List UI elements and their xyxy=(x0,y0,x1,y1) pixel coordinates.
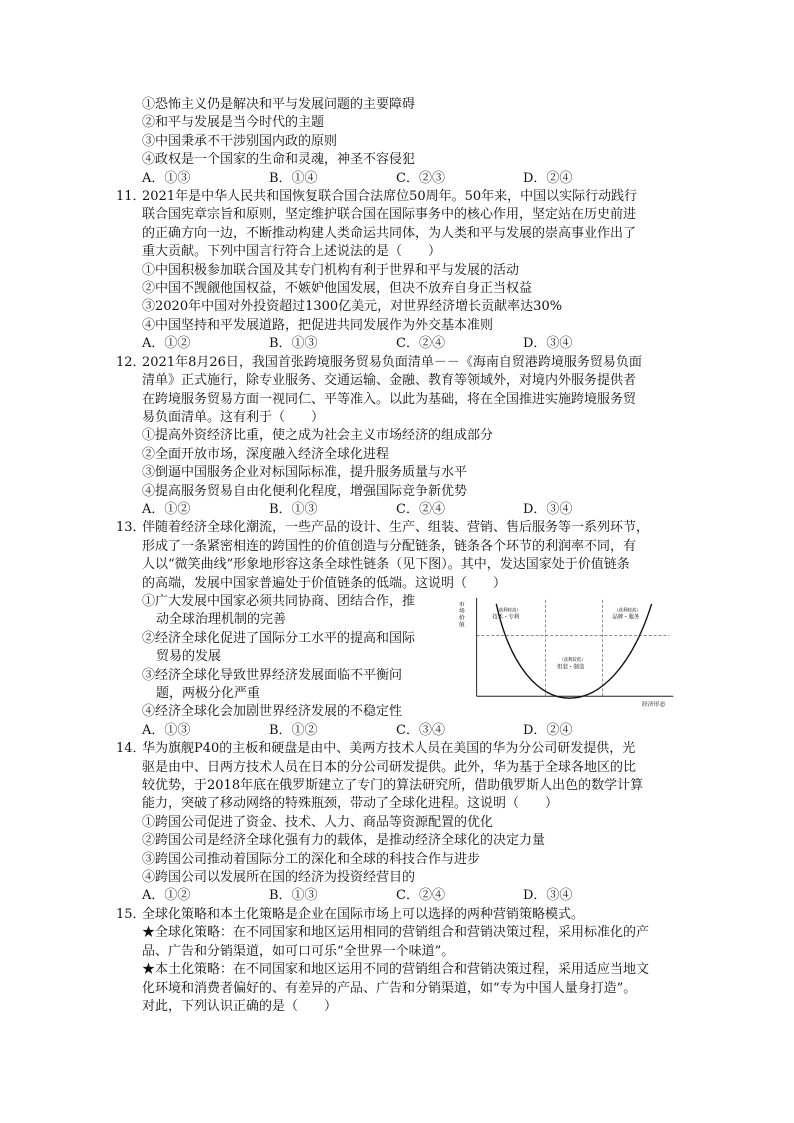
q13-item-1-cont: 动全球治理机制的完善 xyxy=(156,612,287,628)
question-11 xyxy=(116,188,676,262)
q12-option-b[interactable]: B．①③ xyxy=(269,501,318,517)
q14-option-a[interactable]: A．①② xyxy=(142,888,191,904)
q13-stem-line-1: 伴随着经济全球化潮流，一些产品的设计、生产、组装、营销、售后服务等一系列环节， xyxy=(142,520,650,536)
q15-strategy-global: ★全球化策略：在不同国家和地区运用相同的营销组合和营销决策过程，采用标准化的产 xyxy=(142,925,650,941)
question-12 xyxy=(116,354,676,428)
q13-items-with-figure xyxy=(116,593,676,722)
q14-number: 14． xyxy=(116,741,146,757)
q11-item-4: ④中国坚持和平发展道路，把促进共同发展作为外交基本准则 xyxy=(142,317,494,333)
q15-strategy-global-cont: 品、广告和分销渠道，如可口可乐“全世界一个味道”。 xyxy=(142,943,455,959)
q14-stem-line-4: 能力，突破了移动网络的特殊瓶颈，带动了全球化进程。这说明（ ） xyxy=(142,796,559,812)
q11-stem-line-3: 的正确方向一边，不断推动构建人类命运共同体，为人类和平与发展的崇高事业作出了 xyxy=(142,225,637,241)
q13-item-2: ②经济全球化促进了国际分工水平的提高和国际 xyxy=(142,630,416,646)
q13-stem-line-3: 人以“微笑曲线”形象地形容这条全球性链条（见下图）。其中，发达国家处于价值链条 xyxy=(142,557,630,573)
q15-stem xyxy=(142,906,676,924)
bottom-label-top: （获利较低） xyxy=(558,657,586,663)
q11-stem xyxy=(142,188,676,262)
q14-option-c[interactable]: C．②④ xyxy=(396,888,445,904)
q11-stem-line-2: 联合国宪章宗旨和原则，坚定维护联合国在国际事务中的核心作用，坚定站在历史前进 xyxy=(142,207,637,223)
q14-options xyxy=(116,887,676,905)
q15-strategy-local-cont: 化环境和消费者偏好的、有差异的产品、广告和分销渠道，如“专为中国人量身打造”。 xyxy=(142,980,637,996)
q10-option-d[interactable]: D．②④ xyxy=(523,170,573,186)
q13-option-b[interactable]: B．①② xyxy=(269,722,318,738)
q14-option-d[interactable]: D．③④ xyxy=(523,888,573,904)
y-axis-label-1: 市 xyxy=(458,601,465,608)
q14-stem-line-2: 驱是由中、日两方技术人员在日本的分公司研发提供。此外，华为基于全球各地区的比 xyxy=(142,759,637,775)
q10-options xyxy=(116,170,676,188)
x-axis-label: 经济形态 xyxy=(641,702,666,709)
q12-stem-line-3: 在跨境服务贸易方面一视同仁、平等准入。以此为基础，将在全国推进实施跨境服务贸 xyxy=(142,391,637,407)
q11-option-b[interactable]: B．①③ xyxy=(269,336,318,352)
q12-number: 12． xyxy=(116,354,146,370)
q14-stem-line-1: 华为旗舰P40的主板和硬盘是由中、美两方技术人员在美国的华为分公司研发提供，光 xyxy=(142,741,636,757)
q13-options xyxy=(116,722,676,740)
q12-item-1: ①提高外资经济比重，使之成为社会主义市场经济的组成部分 xyxy=(142,428,494,444)
q15-number: 15． xyxy=(116,906,146,922)
q12-stem-line-4: 易负面清单。这有利于（ ） xyxy=(142,409,325,425)
q14-item-4: ④跨国公司以发展所在国的经济为投资经营目的 xyxy=(142,870,416,886)
q12-options xyxy=(116,501,676,519)
q15-stem-line: 全球化策略和本土化策略是企业在国际市场上可以选择的两种营销策略模式。 xyxy=(142,906,585,922)
q13-option-a[interactable]: A．①③ xyxy=(142,722,191,738)
q10-option-c[interactable]: C．②③ xyxy=(396,170,445,186)
q15-strategy-local: ★本土化策略：在不同国家和地区运用不同的营销组合和营销决策过程，采用适应当地文 xyxy=(142,962,650,978)
q13-option-d[interactable]: D．②④ xyxy=(523,722,573,738)
y-axis-label-4: 值 xyxy=(458,622,465,629)
question-15 xyxy=(116,906,676,924)
q11-option-c[interactable]: C．②④ xyxy=(396,336,445,352)
q13-item-4: ④经济全球化会加剧世界经济发展的不稳定性 xyxy=(142,704,403,720)
q11-option-a[interactable]: A．①② xyxy=(142,336,191,352)
left-label: 技术・专利 xyxy=(492,614,520,621)
q14-item-3: ③跨国公司推动着国际分工的深化和全球的科技合作与进步 xyxy=(142,851,481,867)
q11-item-2: ②中国不觊觎他国权益，不嫉妒他国发展，但决不放弃自身正当权益 xyxy=(142,281,533,297)
q13-item-2-cont: 贸易的发展 xyxy=(156,649,222,665)
q12-option-d[interactable]: D．③④ xyxy=(523,501,573,517)
smile-curve-figure xyxy=(455,591,676,711)
right-label-top: （获利较高） xyxy=(614,608,641,614)
q14-item-1: ①跨国公司促进了资金、技术、人力、商品等资源配置的优化 xyxy=(142,814,494,830)
page-content xyxy=(116,96,676,1016)
q12-item-3: ③倒逼中国服务企业对标国际标准，提升服务质量与水平 xyxy=(142,465,468,481)
q10-item-3: ③中国秉承不干涉别国内政的原则 xyxy=(142,133,338,149)
q10-option-b[interactable]: B．①④ xyxy=(269,170,318,186)
q13-stem-line-4: 的高端，发展中国家普遍处于价值链条的低端。这说明（ ） xyxy=(142,575,507,591)
q12-stem-line-2: 清单》正式施行，除专业服务、交通运输、金融、教育等领域外，对境内外服务提供者 xyxy=(142,373,637,389)
q11-item-1: ①中国积极参加联合国及其专门机构有利于世界和平与发展的活动 xyxy=(142,262,520,278)
question-10 xyxy=(116,96,676,188)
q12-stem-line-1: 2021年8月26日，我国首张跨境服务贸易负面清单－－《海南自贸港跨境服务贸易负面 xyxy=(142,354,642,370)
q13-item-3-cont: 题，两极分化严重 xyxy=(156,686,261,701)
q13-items xyxy=(142,593,449,722)
q11-stem-line-4: 重大贡献。下列中国言行符合上述说法的是（ ） xyxy=(142,244,442,260)
q10-item-4: ④政权是一个国家的生命和灵魂，神圣不容侵犯 xyxy=(142,152,416,168)
q10-option-a[interactable]: A．①③ xyxy=(142,170,191,186)
q14-option-b[interactable]: B．①③ xyxy=(269,888,318,904)
q12-item-4: ④提高服务贸易自由化便利化程度，增强国际竞争新优势 xyxy=(142,483,468,499)
question-13 xyxy=(116,519,676,593)
q13-stem xyxy=(142,519,676,593)
q13-option-c[interactable]: C．③④ xyxy=(396,722,445,738)
q12-option-c[interactable]: C．②④ xyxy=(396,501,445,517)
q11-number: 11． xyxy=(116,189,146,205)
question-14 xyxy=(116,740,676,814)
q13-number: 13． xyxy=(116,520,146,536)
q14-stem xyxy=(142,740,676,814)
y-axis-label-2: 场 xyxy=(458,608,465,615)
q11-stem-line-1: 2021年是中华人民共和国恢复联合国合法席位50周年。50年来，中国以实际行动践行 xyxy=(142,189,638,205)
q12-option-a[interactable]: A．①② xyxy=(142,501,191,517)
q13-stem-line-2: 形成了一条紧密相连的跨国性的价值创造与分配链条，链条各个环节的利润率不同，有 xyxy=(142,538,637,554)
q13-item-1: ①广大发展中国家必须共同协商、团结合作，推 xyxy=(142,593,416,609)
q12-stem xyxy=(142,354,676,428)
q14-stem-line-3: 较优势，于2018年底在俄罗斯建立了专门的算法研究所，借助俄罗斯人出色的数学计算 xyxy=(142,778,644,794)
q10-item-2: ②和平与发展是当今时代的主题 xyxy=(142,115,325,131)
bottom-label: 组装・制造 xyxy=(557,664,584,671)
q12-item-2: ②全面开放市场，深度融入经济全球化进程 xyxy=(142,446,390,462)
q11-options xyxy=(116,335,676,353)
y-axis-label-3: 价 xyxy=(458,615,465,622)
q11-option-d[interactable]: D．③④ xyxy=(523,336,573,352)
q15-tail: 对此，下列认识正确的是（ ） xyxy=(142,998,338,1014)
left-label-top: （获利较高） xyxy=(494,608,521,614)
q11-item-3: ③2020年中国对外投资超过1300亿美元，对世界经济增长贡献率达30% xyxy=(142,299,563,315)
q10-item-1: ①恐怖主义仍是解决和平与发展问题的主要障碍 xyxy=(142,97,416,112)
right-label: 品牌・服务 xyxy=(612,614,640,621)
q14-item-2: ②跨国公司是经济全球化强有力的载体，是推动经济全球化的决定力量 xyxy=(142,833,546,849)
q13-item-3: ③经济全球化导致世界经济发展面临不平衡问 xyxy=(142,667,403,683)
